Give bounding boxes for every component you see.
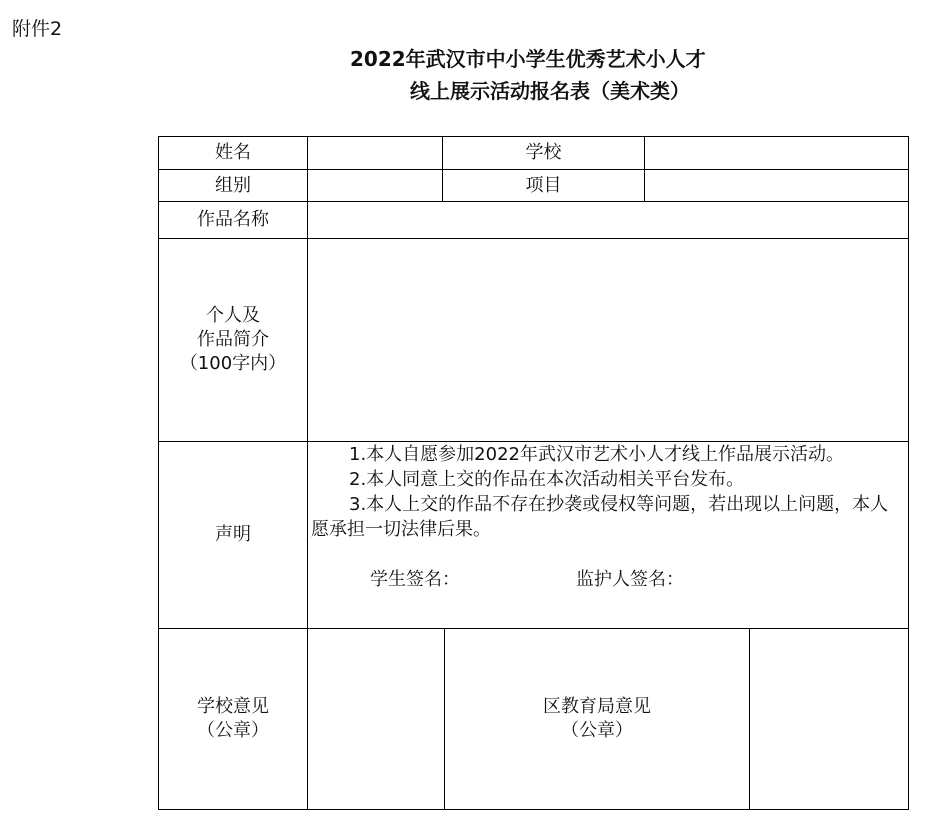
group-field[interactable]: [308, 170, 442, 201]
form-title-line1: 2022年武汉市中小学生优秀艺术小人才: [350, 47, 706, 71]
project-field[interactable]: [645, 170, 908, 201]
name-label: 姓名: [215, 142, 251, 163]
school-opinion-field[interactable]: [308, 629, 444, 809]
school-opinion-line1: 学校意见: [197, 696, 269, 717]
table-border-right: [908, 136, 909, 810]
group-label: 组别: [215, 174, 251, 196]
school-label: 学校: [525, 142, 562, 163]
intro-label-line1: 个人及: [205, 305, 260, 326]
intro-label: [159, 239, 307, 441]
intro-label-line3: （100字内）: [179, 353, 287, 374]
district-opinion-label: [445, 629, 749, 809]
attachment-label: 附件2: [12, 18, 63, 40]
guardian-signature-label: 监护人签名：: [576, 569, 684, 590]
form-title-line2: 线上展示活动报名表（美术类）: [410, 79, 690, 103]
declaration-label: 声明: [215, 524, 251, 545]
school-field[interactable]: [645, 137, 908, 169]
student-signature-label: 学生签名：: [370, 569, 460, 590]
declaration-text: [311, 442, 905, 542]
project-label: 项目: [525, 174, 562, 196]
declaration-item-3: 3.本人上交的作品不存在抄袭或侵权等问题，若出现以上问题，本人愿承担一切法律后果。: [311, 494, 889, 540]
district-opinion-line1: 区教育局意见: [543, 696, 651, 717]
work-title-label: 作品名称: [197, 209, 269, 230]
signature-line: [370, 568, 684, 592]
intro-field[interactable]: [308, 239, 908, 441]
work-title-field[interactable]: [308, 202, 908, 238]
name-field[interactable]: [308, 137, 442, 169]
district-opinion-field[interactable]: [750, 629, 908, 809]
declaration-item-2: 2.本人同意上交的作品在本次活动相关平台发布。: [349, 469, 745, 490]
school-opinion-line2: （公章）: [197, 720, 269, 741]
declaration-item-1: 1.本人自愿参加2022年武汉市艺术小人才线上作品展示活动。: [349, 444, 844, 465]
school-opinion-label: [159, 629, 307, 809]
intro-label-line2: 作品简介: [196, 329, 269, 350]
table-border-bottom: [158, 809, 909, 810]
district-opinion-line2: （公章）: [561, 720, 633, 741]
registration-form-table: [158, 136, 909, 810]
